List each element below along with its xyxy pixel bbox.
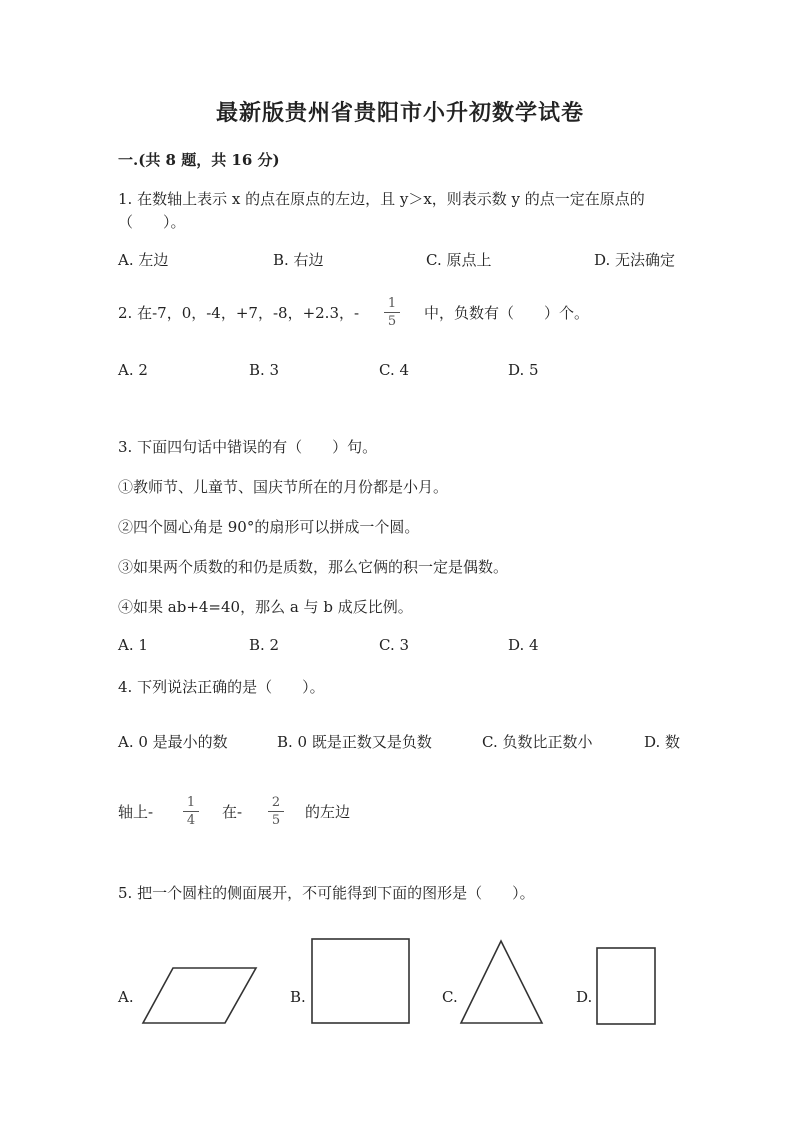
q3-statement-4: ④如果 ab+4=40，那么 a 与 b 成反比例。 <box>118 598 413 616</box>
q4-fraction-1-denominator: 4 <box>186 813 196 828</box>
q2-stem-suffix: 中，负数有（ ）个。 <box>424 304 590 322</box>
fraction-bar <box>384 312 400 313</box>
q1-stem-line1: 1. 在数轴上表示 x 的点在原点的左边，且 y＞x，则表示数 y 的点一定在原点的 <box>118 190 645 208</box>
q3-statement-3: ③如果两个质数的和仍是质数，那么它俩的积一定是偶数。 <box>118 558 509 576</box>
q1-option-c: C. 原点上 <box>426 251 492 269</box>
q4-option-d: D. 数 <box>644 733 681 751</box>
q3-option-c: C. 3 <box>379 636 410 654</box>
q4-option-a: A. 0 是最小的数 <box>118 733 228 751</box>
fraction-bar <box>268 811 284 812</box>
q2-fraction-denominator: 5 <box>387 314 397 329</box>
q2-option-d: D. 5 <box>508 361 539 379</box>
q2-option-c: C. 4 <box>379 361 410 379</box>
q3-stem: 3. 下面四句话中错误的有（ ）句。 <box>118 438 378 456</box>
rectangle-icon <box>595 946 659 1028</box>
q3-option-b: B. 2 <box>249 636 280 654</box>
q5-option-c: C. <box>442 988 458 1006</box>
q3-statement-1: ①教师节、儿童节、国庆节所在的月份都是小月。 <box>118 478 449 496</box>
q1-option-d: D. 无法确定 <box>594 251 676 269</box>
q4-fraction-1 <box>183 795 199 828</box>
q4-option-c: C. 负数比正数小 <box>482 733 593 751</box>
parallelogram-icon <box>140 964 260 1026</box>
q2-fraction-numerator: 1 <box>387 296 397 311</box>
square-icon <box>310 937 412 1027</box>
q3-option-d: D. 4 <box>508 636 539 654</box>
q3-option-a: A. 1 <box>118 636 148 654</box>
q2-option-b: B. 3 <box>249 361 280 379</box>
q2-stem-prefix: 2. 在-7，0，-4，+7，-8，+2.3，- <box>118 304 360 322</box>
section-heading: 一.(共 8 题，共 16 分) <box>118 151 280 169</box>
q5-option-a: A. <box>118 988 134 1006</box>
q4-option-d-cont-prefix: 轴上- <box>118 803 154 821</box>
q4-fraction-2 <box>268 795 284 828</box>
q4-option-d-cont-mid: 在- <box>222 803 243 821</box>
q4-fraction-2-numerator: 2 <box>271 795 281 810</box>
q5-option-d: D. <box>576 988 593 1006</box>
q1-stem-line2: （ ）。 <box>118 213 186 231</box>
page-title: 最新版贵州省贵阳市小升初数学试卷 <box>215 100 584 126</box>
q4-fraction-1-numerator: 1 <box>186 795 196 810</box>
q4-fraction-2-denominator: 5 <box>271 813 281 828</box>
q2-fraction <box>384 296 400 329</box>
q5-option-b: B. <box>290 988 306 1006</box>
q5-stem: 5. 把一个圆柱的侧面展开，不可能得到下面的图形是（ ）。 <box>118 884 535 902</box>
fraction-bar <box>183 811 199 812</box>
q4-option-d-cont-suffix: 的左边 <box>305 803 351 821</box>
q4-option-b: B. 0 既是正数又是负数 <box>277 733 432 751</box>
triangle-icon <box>458 938 546 1028</box>
q1-option-b: B. 右边 <box>273 251 324 269</box>
q4-stem: 4. 下列说法正确的是（ ）。 <box>118 678 325 696</box>
q1-option-a: A. 左边 <box>118 251 169 269</box>
q3-statement-2: ②四个圆心角是 90°的扇形可以拼成一个圆。 <box>118 518 420 536</box>
q2-option-a: A. 2 <box>118 361 148 379</box>
